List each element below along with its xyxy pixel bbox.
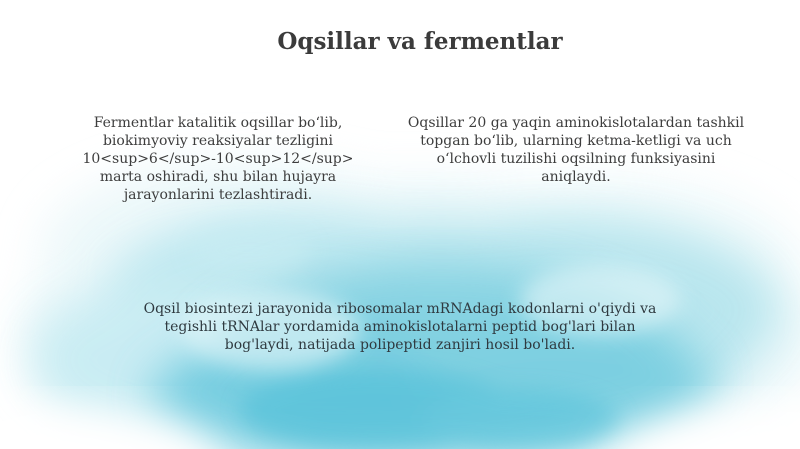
slide-title: Oqsillar va fermentlar [277, 28, 563, 55]
text-block-bottom: Oqsil biosintezi jarayonida ribosomalar mRNAdagi kodonlarni o'qiydi va tegishli tRNAlar yordamida aminokislotalarni peptid bog'lari bilan bog'laydi, natijada polipeptid zanjiri hosil bo'ladi. [143, 301, 657, 353]
text-block-left: Fermentlar katalitik oqsillar bo‘lib, biokimyoviy reaksiyalar tezligini 10<sup>6</sup>-10<sup>12</sup> marta oshiradi, shu bilan hujayra jarayonlarini tezlashtiradi. [82, 115, 354, 203]
text-block-right: Oqsillar 20 ga yaqin aminokislotalardan tashkil topgan bo‘lib, ularning ketma-ketligi va uch o‘lchovli tuzilishi oqsilning funksiyasini aniqlaydi. [407, 115, 745, 185]
